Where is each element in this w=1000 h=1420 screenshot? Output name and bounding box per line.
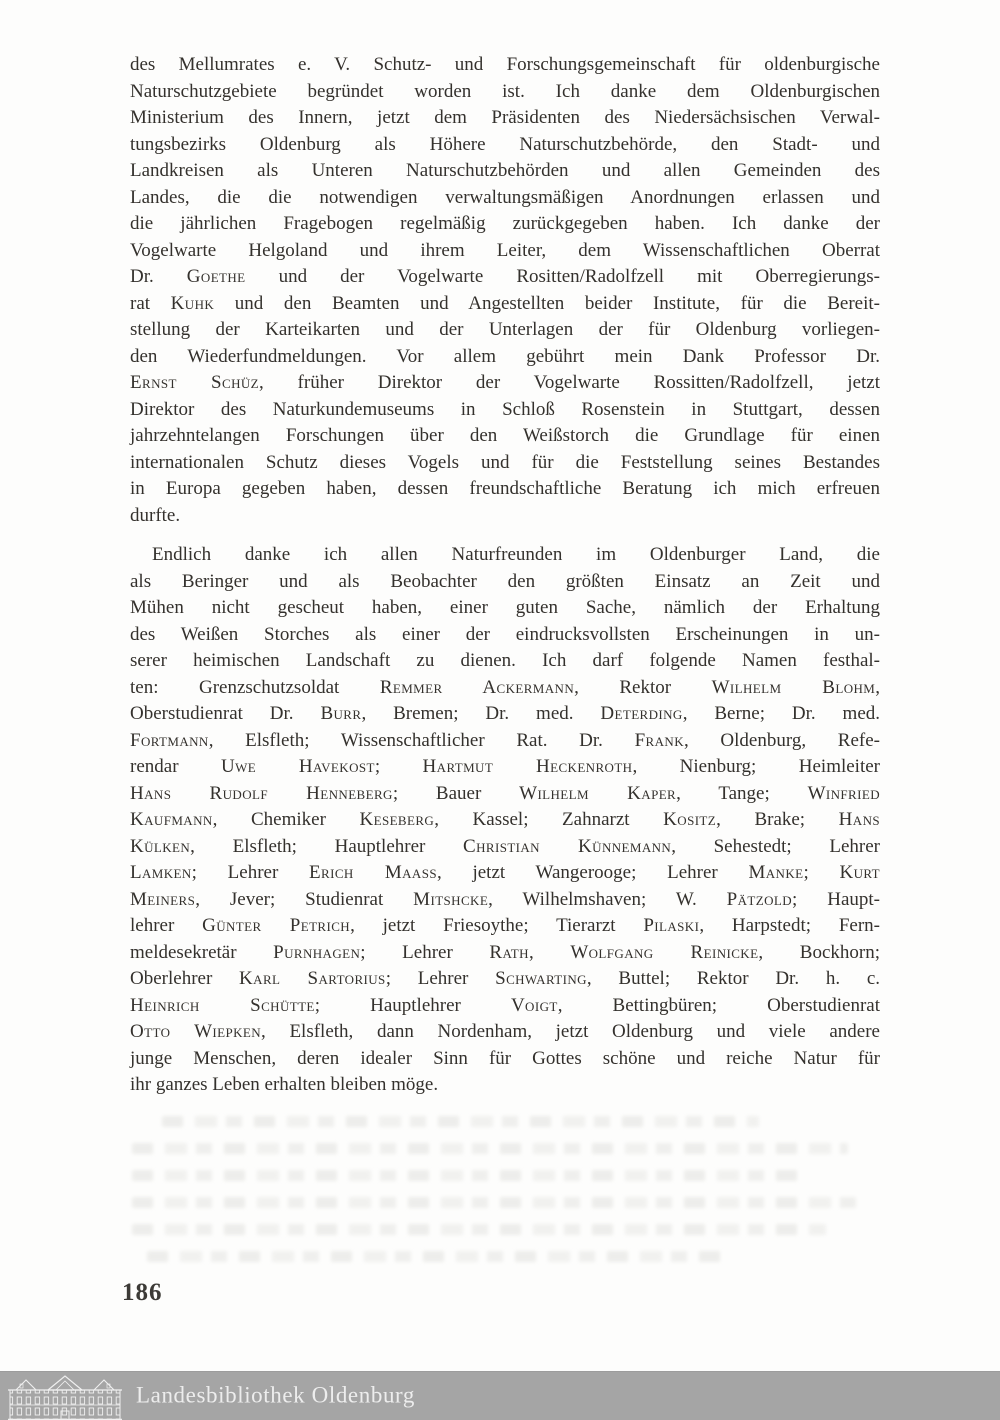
- person-name: Wolfgang Reinicke: [570, 941, 759, 963]
- bleed-through-line: [132, 1170, 803, 1181]
- text-line: rat Kuhk und den Beamten und Angestellten beider Institute, für die Bereit-: [130, 292, 880, 314]
- text-line: Landkreisen als Unteren Naturschutzbehörden und allen Gemeinden des: [130, 160, 880, 181]
- text-line: Hans Rudolf Henneberg; Bauer Wilhelm Kaper, Tange; Winfried: [130, 782, 880, 804]
- text-line: Otto Wiepken, Elsfleth, dann Nordenham, jetzt Oldenburg und viele andere: [130, 1021, 880, 1042]
- person-name: Erich Maass: [309, 862, 437, 883]
- person-name: Heinrich Schütte: [130, 994, 315, 1016]
- person-name: Hans Rudolf Henneberg: [130, 782, 393, 804]
- text-line: internationalen Schutz dieses Vogels und für die Feststellung seines Bestandes: [130, 451, 880, 473]
- text-line: junge Menschen, deren idealer Sinn für Gottes schöne und reiche Natur für: [130, 1047, 880, 1069]
- text-line: stellung der Karteikarten und der Unterlagen der für Oldenburg vorliegen-: [130, 319, 880, 340]
- text-line: Landes, die die notwendigen verwaltungsmäßigen Anordnungen erlassen und: [130, 186, 880, 208]
- person-name: Külken: [130, 835, 191, 857]
- text-line: Kaufmann, Chemiker Keseberg, Kassel; Zahnarzt Kositz, Brake; Hans: [130, 809, 880, 830]
- person-name: Günter Petrich: [202, 915, 351, 936]
- person-name: Otto Wiepken: [130, 1021, 262, 1042]
- person-name: Frank: [634, 729, 684, 751]
- person-name: Hartmut Heckenroth: [422, 756, 633, 777]
- text-line: in Europa gegeben haben, dessen freundschaftliche Beratung ich mich erfreuen: [130, 478, 880, 499]
- paragraph: [130, 542, 880, 1099]
- person-name: Wilhelm Kaper: [519, 782, 677, 804]
- text-line: serer heimischen Landschaft zu dienen. Ich darf folgende Namen festhal-: [130, 650, 880, 671]
- person-name: Winfried: [807, 782, 880, 804]
- library-watermark-bar: [0, 1371, 1000, 1420]
- text-line: Meiners, Jever; Studienrat Mitshcke, Wilhelmshaven; W. Pätzold; Haupt-: [130, 888, 880, 910]
- page-number: 186: [122, 1279, 163, 1306]
- text-line: Oberlehrer Karl Sartorius; Lehrer Schwarting, Buttel; Rektor Dr. h. c.: [130, 968, 881, 989]
- person-name: Meiners: [130, 888, 196, 910]
- person-name: Hans: [838, 809, 880, 830]
- person-name: Fortmann: [130, 729, 209, 751]
- person-name: Keseberg: [359, 809, 435, 830]
- text-line: jahrzehntelangen Forschungen über den Weißstorch die Grundlage für einen: [130, 425, 880, 446]
- bleed-through-text: [132, 1116, 878, 1278]
- person-name: Wilhelm Blohm: [711, 676, 876, 698]
- paragraph: [130, 52, 880, 529]
- text-line: ihr ganzes Leben erhalten bleiben möge.: [130, 1074, 439, 1095]
- text-line: Naturschutzgebiete begründet worden ist. Ich danke dem Oldenburgischen: [130, 80, 880, 102]
- text-line: tungsbezirks Oldenburg als Höhere Naturschutzbehörde, den Stadt- und: [130, 133, 880, 155]
- library-name: Landesbibliothek Oldenburg: [136, 1382, 415, 1408]
- text-line: lehrer Günter Petrich, jetzt Friesoythe; Tierarzt Pilaski, Harpstedt; Fern-: [130, 915, 880, 936]
- text-line: durfte.: [130, 504, 181, 526]
- bleed-through-line: [147, 1251, 729, 1262]
- bleed-through-line: [162, 1116, 759, 1127]
- bleed-through-line: [132, 1224, 826, 1235]
- person-name: Burr: [320, 703, 362, 724]
- text-line: Ministerium des Innern, jetzt dem Präsidenten des Niedersächsischen Verwal-: [130, 107, 880, 128]
- text-line: Direktor des Naturkundemuseums in Schloß Rosenstein in Stuttgart, dessen: [130, 398, 880, 420]
- person-name: Remmer Ackermann: [379, 676, 575, 698]
- person-name: Karl Sartorius: [239, 968, 386, 989]
- person-name: Pätzold: [726, 888, 793, 910]
- person-name: Manke: [748, 862, 804, 883]
- text-line: Lamken; Lehrer Erich Maass, jetzt Wangerooge; Lehrer Manke; Kurt: [130, 862, 881, 883]
- person-name: Deterding: [600, 703, 683, 724]
- person-name: Goethe: [186, 266, 246, 287]
- text-line: Ernst Schüz, früher Direktor der Vogelwarte Rossitten/Radolfzell, jetzt: [130, 372, 880, 393]
- person-name: Purnhagen: [273, 941, 361, 963]
- text-line: als Beringer und als Beobachter den größten Einsatz an Zeit und: [130, 570, 880, 592]
- text-line: des Mellumrates e. V. Schutz- und Forschungsgemeinschaft für oldenburgische: [130, 54, 880, 75]
- person-name: Mitshcke: [413, 888, 489, 910]
- text-line: Vogelwarte Helgoland und ihrem Leiter, dem Wissenschaftlichen Oberrat: [130, 239, 880, 261]
- bleed-through-line: [132, 1197, 856, 1208]
- text-line: des Weißen Storches als einer der eindrucksvollsten Erscheinungen in un-: [130, 623, 880, 645]
- person-name: Uwe Havekost: [220, 756, 375, 777]
- text-line: die jährlichen Fragebogen regelmäßig zurückgegeben haben. Ich danke der: [130, 213, 880, 234]
- person-name: Voigt: [510, 994, 558, 1016]
- text-line: Dr. Goethe und der Vogelwarte Rositten/Radolfzell mit Oberregierungs-: [130, 266, 880, 287]
- bleed-through-line: [132, 1143, 848, 1154]
- text-line: Heinrich Schütte; Hauptlehrer Voigt, Bettingbüren; Oberstudienrat: [130, 994, 881, 1016]
- person-name: Christian Künnemann: [463, 835, 672, 857]
- text-line: rendar Uwe Havekost; Hartmut Heckenroth, Nienburg; Heimleiter: [130, 756, 880, 777]
- person-name: Schwarting: [495, 968, 587, 989]
- person-name: Ernst Schüz: [130, 372, 259, 393]
- body-text: [130, 52, 880, 1099]
- person-name: Kaufmann: [130, 809, 213, 830]
- person-name: Kurt: [839, 862, 881, 883]
- text-line: Endlich danke ich allen Naturfreunden im Oldenburger Land, die: [152, 544, 880, 565]
- text-line: Fortmann, Elsfleth; Wissenschaftlicher Rat. Dr. Frank, Oldenburg, Refe-: [130, 729, 880, 751]
- person-name: Rath: [489, 941, 529, 963]
- text-line: Külken, Elsfleth; Hauptlehrer Christian Künnemann, Sehestedt; Lehrer: [130, 835, 880, 857]
- person-name: Lamken: [130, 862, 192, 883]
- text-line: ten: Grenzschutzsoldat Remmer Ackermann, Rektor Wilhelm Blohm,: [130, 676, 880, 698]
- person-name: Kositz: [663, 809, 717, 830]
- text-line: Oberstudienrat Dr. Burr, Bremen; Dr. med. Deterding, Berne; Dr. med.: [130, 703, 880, 724]
- text-line: den Wiederfundmeldungen. Vor allem gebührt mein Dank Professor Dr.: [130, 345, 880, 367]
- text-line: meldesekretär Purnhagen; Lehrer Rath, Wolfgang Reinicke, Bockhorn;: [130, 941, 880, 963]
- library-building-icon: [6, 1373, 124, 1420]
- person-name: Pilaski: [643, 915, 700, 936]
- person-name: Kuhk: [170, 292, 215, 314]
- text-line: Mühen nicht gescheut haben, einer guten Sache, nämlich der Erhaltung: [130, 597, 880, 618]
